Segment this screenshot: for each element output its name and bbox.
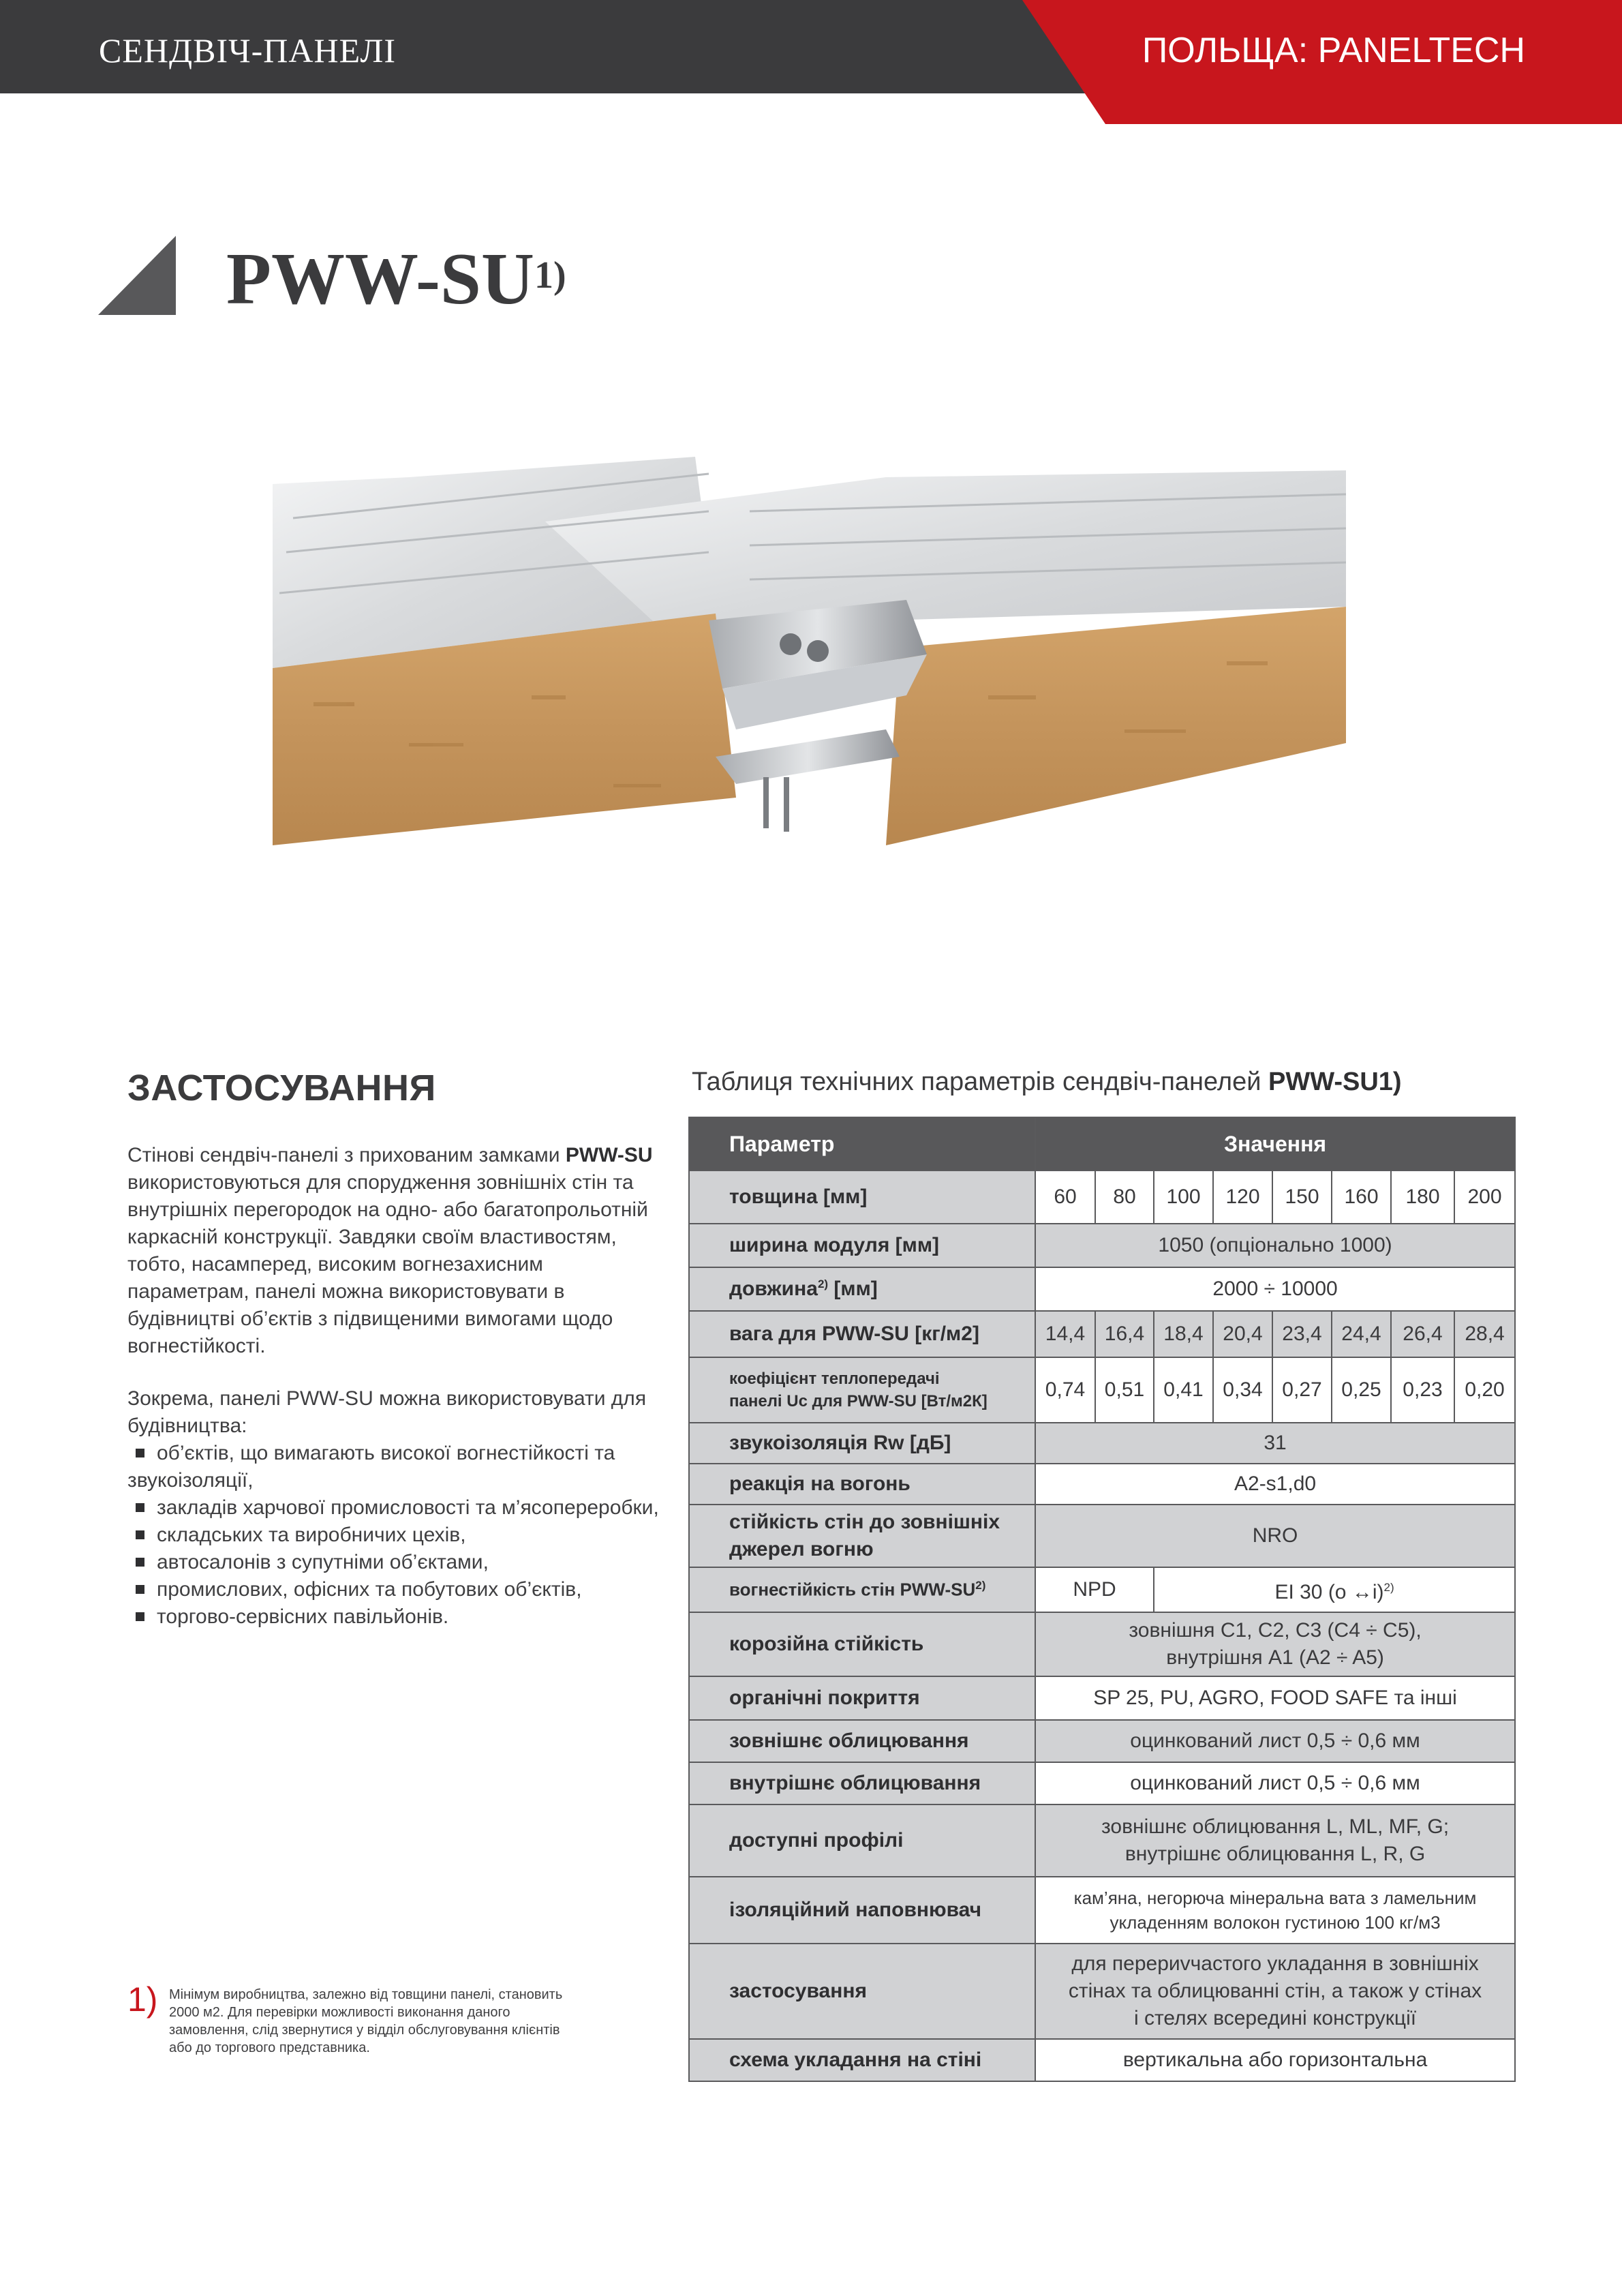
list-item: торгово-сервісних павільйонів. bbox=[127, 1603, 666, 1631]
table-row bbox=[689, 1311, 1515, 1357]
cell-value: оцинкований лист 0,5 ÷ 0,6 мм bbox=[1035, 1762, 1515, 1804]
bullet-icon bbox=[136, 1558, 144, 1567]
cell-value: 0,74 bbox=[1035, 1357, 1095, 1423]
table-row bbox=[689, 1762, 1515, 1804]
intro-text-start: Стінові сендвіч-панелі з прихованим замками bbox=[127, 1144, 566, 1166]
bullet-icon bbox=[136, 1449, 144, 1457]
cell-value: 2000 ÷ 10000 bbox=[1035, 1267, 1515, 1311]
cell-value: 0,25 bbox=[1332, 1357, 1391, 1423]
row-label: зовнішнє облицювання bbox=[689, 1720, 1035, 1762]
list-item: закладів харчової промисловості та м’ясопереробки, bbox=[127, 1494, 666, 1522]
table-row bbox=[689, 1224, 1515, 1267]
table-row bbox=[689, 1464, 1515, 1505]
table-row bbox=[689, 1804, 1515, 1877]
cell-value: 200 bbox=[1454, 1170, 1515, 1224]
header-brand: ПОЛЬЩА: PANELTECH bbox=[1142, 31, 1525, 70]
cell-value: кам’яна, негорюча мінеральна вата з ламельним укладенням волокон густиною 100 кг/м3 bbox=[1035, 1877, 1515, 1944]
cell-value: 28,4 bbox=[1454, 1311, 1515, 1357]
cell-value: 31 bbox=[1035, 1423, 1515, 1464]
cell-value: 150 bbox=[1272, 1170, 1332, 1224]
row-label: корозійна стійкість bbox=[689, 1612, 1035, 1676]
cell-value: для перериvчастого укладання в зовнішніх стінах та облицюванні стін, а також у стінах і стелях всередині конструкції bbox=[1035, 1944, 1515, 2039]
row-label: реакція на вогонь bbox=[689, 1464, 1035, 1505]
table-row bbox=[689, 1357, 1515, 1423]
table-row bbox=[689, 1505, 1515, 1567]
header-parameter: Параметр bbox=[689, 1117, 1035, 1170]
application-uses bbox=[127, 1385, 666, 1631]
bullet-icon bbox=[136, 1585, 144, 1594]
cell-value: оцинкований лист 0,5 ÷ 0,6 мм bbox=[1035, 1720, 1515, 1762]
application-intro bbox=[127, 1142, 666, 1360]
cell-value: 80 bbox=[1095, 1170, 1154, 1224]
row-label: товщина [мм] bbox=[689, 1170, 1035, 1224]
table-caption: Таблиця технічних параметрів сендвіч-панелей PWW-SU1) bbox=[692, 1068, 1402, 1096]
intro-text-end: використовуються для спорудження зовнішніх стін та внутрішніх перегородок на одно- або багатопрольотній каркасній конструкції. Завдяки своїм властивостям, тобто, насамперед, високим вогнезахисним параметрам, панелі можна використовувати в будівництві об’єктів з підвищеними вимогами щодо вогнестійкості. bbox=[127, 1171, 648, 1357]
table-row bbox=[689, 1423, 1515, 1464]
bullet-icon bbox=[136, 1612, 144, 1621]
cell-value: 60 bbox=[1035, 1170, 1095, 1224]
row-label: застосування bbox=[689, 1944, 1035, 2039]
header-value: Значення bbox=[1035, 1117, 1515, 1170]
header-section-title: СЕНДВІЧ-ПАНЕЛІ bbox=[99, 31, 397, 70]
row-label: стійкість стін до зовнішніх джерел вогню bbox=[689, 1505, 1035, 1567]
row-label: довжина$^{2)}$ [мм] bbox=[689, 1267, 1035, 1311]
cell-value: NRO bbox=[1035, 1505, 1515, 1567]
row-label: звукоізоляція Rw [дБ] bbox=[689, 1423, 1035, 1464]
cell-value: NPD bbox=[1035, 1567, 1154, 1612]
list-item: автосалонів з супутніми об’єктами, bbox=[127, 1549, 666, 1576]
cell-value: EI 30 (o ↔i)$^{2)}$ bbox=[1154, 1567, 1515, 1612]
cell-value: 23,4 bbox=[1272, 1311, 1332, 1357]
cell-value: 0,34 bbox=[1213, 1357, 1272, 1423]
cell-value: 24,4 bbox=[1332, 1311, 1391, 1357]
row-label: вага для PWW-SU [кг/м2] bbox=[689, 1311, 1035, 1357]
table-row bbox=[689, 1170, 1515, 1224]
product-photo bbox=[273, 375, 1346, 852]
cell-value: 0,20 bbox=[1454, 1357, 1515, 1423]
cell-value: 18,4 bbox=[1154, 1311, 1213, 1357]
row-label: коефіцієнт теплопередачі панелі Uc для PWW-SU [Вт/м2К] bbox=[689, 1357, 1035, 1423]
cell-value: 180 bbox=[1391, 1170, 1454, 1224]
application-heading: ЗАСТОСУВАННЯ bbox=[127, 1068, 436, 1108]
table-row bbox=[689, 2039, 1515, 2081]
row-label: доступні профілі bbox=[689, 1804, 1035, 1877]
cell-value: зовнішнє облицювання L, ML, MF, G; внутрішнє облицювання L, R, G bbox=[1035, 1804, 1515, 1877]
cell-value: 1050 (опціонально 1000) bbox=[1035, 1224, 1515, 1267]
table-row bbox=[689, 1567, 1515, 1612]
cell-value: 160 bbox=[1332, 1170, 1391, 1224]
specs-table bbox=[688, 1117, 1516, 2082]
row-label: схема укладання на стіні bbox=[689, 2039, 1035, 2081]
table-row bbox=[689, 1877, 1515, 1944]
row-label: ізоляційний наповнювач bbox=[689, 1877, 1035, 1944]
table-header-row bbox=[689, 1117, 1515, 1170]
list-item: складських та виробничих цехів, bbox=[127, 1522, 666, 1549]
bullet-icon bbox=[136, 1503, 144, 1512]
bullet-icon bbox=[136, 1530, 144, 1539]
intro-product-name: PWW-SU bbox=[565, 1144, 653, 1166]
cell-value: 100 bbox=[1154, 1170, 1213, 1224]
cell-value: 14,4 bbox=[1035, 1311, 1095, 1357]
cell-value: 120 bbox=[1213, 1170, 1272, 1224]
table-row bbox=[689, 1267, 1515, 1311]
footnote-number: 1) bbox=[127, 1980, 158, 2019]
table-row bbox=[689, 1720, 1515, 1762]
cell-value: A2-s1,d0 bbox=[1035, 1464, 1515, 1505]
row-label: органічні покриття bbox=[689, 1676, 1035, 1720]
footnote-text: Мінімум виробництва, залежно від товщини панелі, становить 2000 м2. Для перевірки можливості виконання даного замовлення, слід звернутися у відділ обслуговування клієнтів або до торгового представника. bbox=[169, 1987, 563, 2055]
cell-value: 26,4 bbox=[1391, 1311, 1454, 1357]
product-name: PWW-SU bbox=[226, 239, 534, 320]
row-label: ширина модуля [мм] bbox=[689, 1224, 1035, 1267]
list-item: промислових, офісних та побутових об’єктів, bbox=[127, 1576, 666, 1603]
cell-value: 0,41 bbox=[1154, 1357, 1213, 1423]
cell-value: 20,4 bbox=[1213, 1311, 1272, 1357]
product-footnote-mark: 1) bbox=[534, 254, 566, 297]
cell-value: 0,27 bbox=[1272, 1357, 1332, 1423]
cell-value: 16,4 bbox=[1095, 1311, 1154, 1357]
row-label: внутрішнє облицювання bbox=[689, 1762, 1035, 1804]
cell-value: SP 25, PU, AGRO, FOOD SAFE та інші bbox=[1035, 1676, 1515, 1720]
list-item: об’єктів, що вимагають високої вогнестійкості та звукоізоляції, bbox=[127, 1442, 615, 1492]
cell-value: зовнішня C1, C2, C3 (C4 ÷ C5), внутрішня A1 (A2 ÷ A5) bbox=[1035, 1612, 1515, 1676]
title-triangle-icon bbox=[98, 236, 176, 315]
cell-value: 0,23 bbox=[1391, 1357, 1454, 1423]
cell-value: вертикальна або горизонтальна bbox=[1035, 2039, 1515, 2081]
table-caption-product: PWW-SU1) bbox=[1268, 1068, 1402, 1096]
table-row bbox=[689, 1944, 1515, 2039]
cell-value: 0,51 bbox=[1095, 1357, 1154, 1423]
table-row bbox=[689, 1612, 1515, 1676]
row-label: вогнестійкість стін PWW-SU$^{2)}$ bbox=[689, 1567, 1035, 1612]
table-row bbox=[689, 1676, 1515, 1720]
uses-intro: Зокрема, панелі PWW-SU можна використовувати для будівництва: bbox=[127, 1387, 647, 1437]
product-title bbox=[226, 235, 566, 324]
